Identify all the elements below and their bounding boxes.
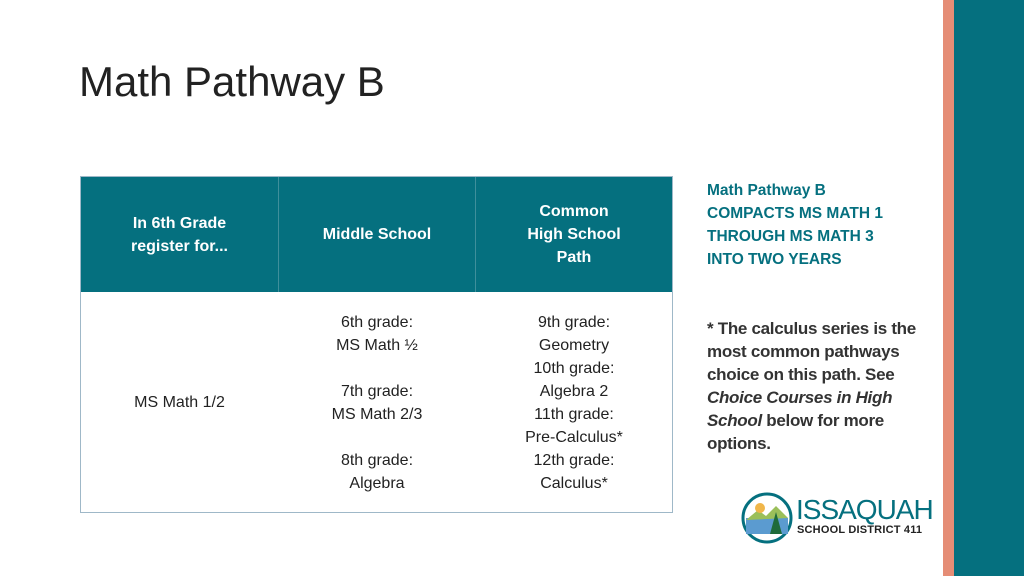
calculus-note-text: * The calculus series is the most common pathways choice on this path. See	[707, 319, 916, 384]
header-register: In 6th Grade register for...	[131, 214, 228, 255]
cell-middle-school: 6th grade: MS Math ½ 7th grade: MS Math 2/3 8th grade: Algebra	[331, 313, 423, 492]
calculus-note	[707, 317, 922, 455]
choice-courses-reference: Choice Courses in High School	[707, 388, 893, 430]
accent-stripe	[943, 0, 954, 576]
pathway-summary: Math Pathway B COMPACTS MS MATH 1 THROUGH MS MATH 3 INTO TWO YEARS	[707, 182, 883, 268]
cell-high-school: 9th grade: Geometry 10th grade: Algebra 2 11th grade: Pre-Calculus* 12th grade: Calculus*	[525, 313, 623, 492]
logo-sun	[755, 503, 765, 513]
calculus-note-end: below for more options.	[707, 411, 884, 453]
pathway-table	[80, 176, 673, 513]
side-bar-decoration	[954, 0, 1024, 576]
page-title: Math Pathway B	[79, 58, 385, 105]
logo-name: ISSAQUAH	[796, 494, 933, 525]
logo-water	[746, 518, 788, 534]
header-middle-school: Middle School	[322, 226, 432, 243]
header-high-school: Common High School Path	[527, 203, 621, 266]
logo-subtitle: SCHOOL DISTRICT 411	[797, 524, 923, 536]
cell-register: MS Math 1/2	[134, 394, 225, 411]
table-header-row	[81, 177, 672, 292]
